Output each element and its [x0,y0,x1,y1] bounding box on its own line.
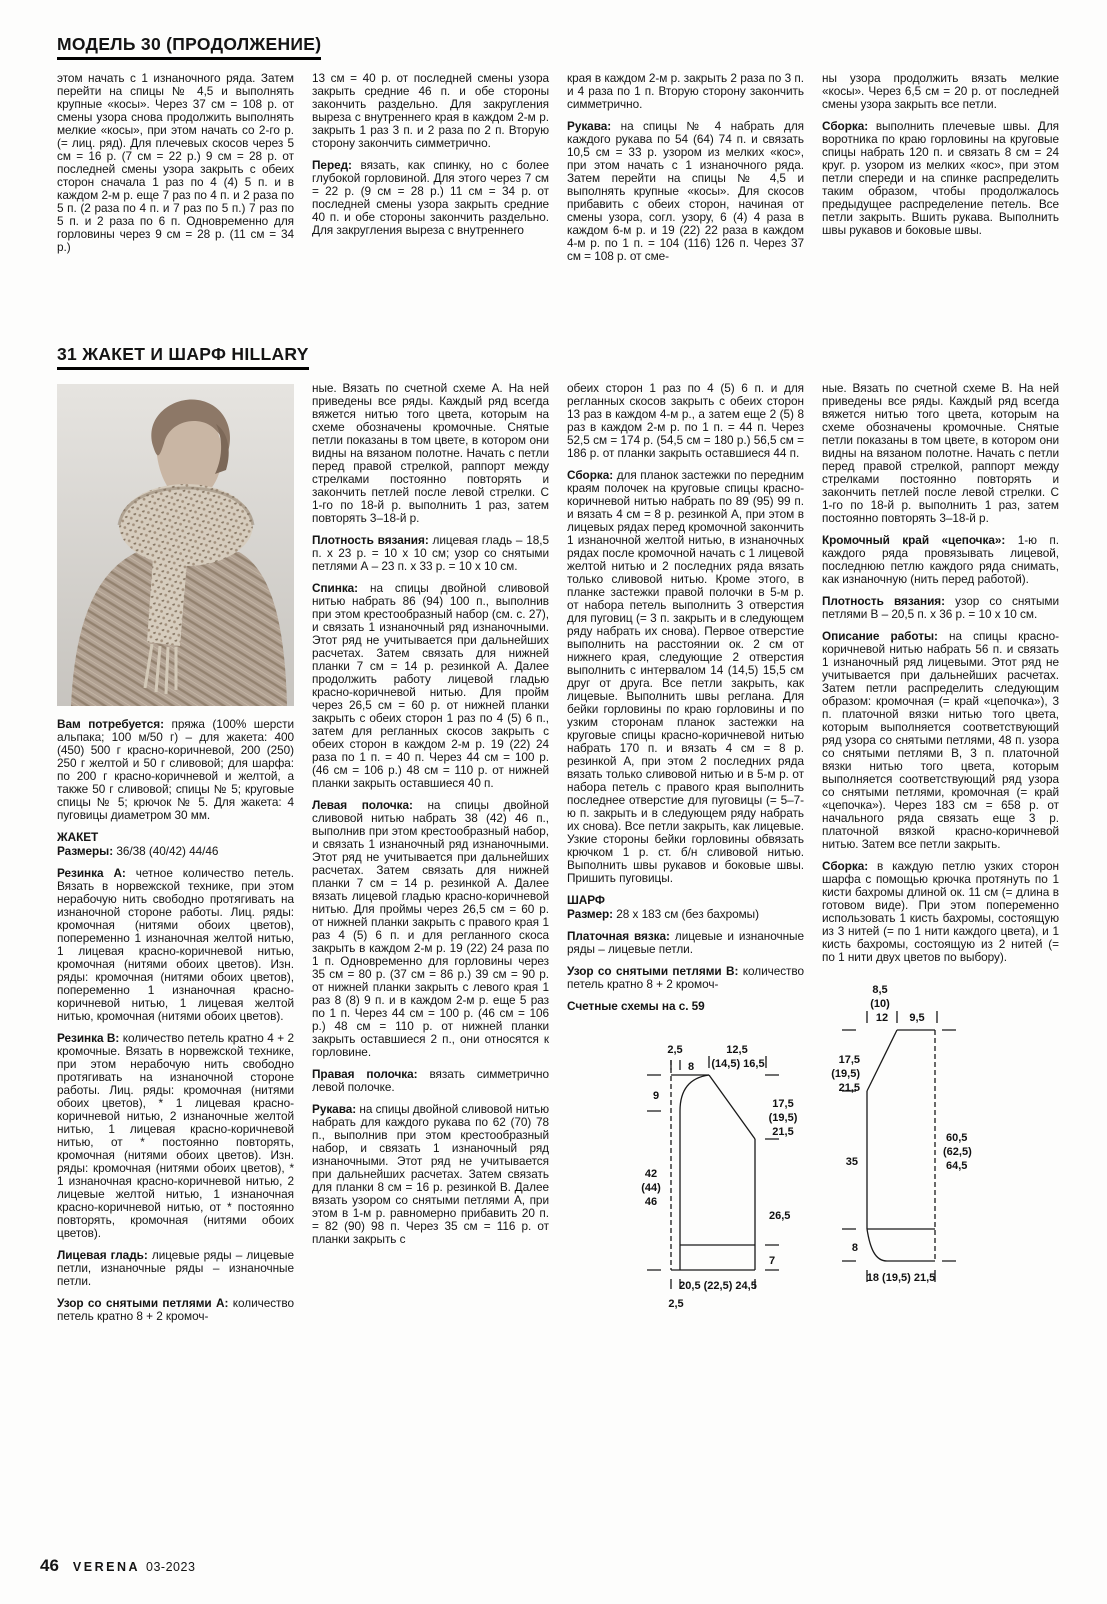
paragraph [312,382,549,525]
paragraph-lead: ЖАКЕТ [57,830,99,844]
paragraph [312,159,549,237]
paragraph [312,1068,549,1094]
measure-label: 9,5 [909,1012,925,1024]
paragraph-text: лицевая гладь – 18,5 п. х 23 р. = 10 х 10 см; узор со снятыми петлями А – 23 п. х 33 р. = 10 х 10 см. [312,533,549,573]
model31-col3 [567,382,804,1337]
paragraph-text: количество петель кратно 8 + 2 кромоч- [567,964,805,991]
paragraph-text: 28 х 183 см (без бахромы) [613,907,759,921]
model30-col1 [57,72,294,263]
measure-label: 18 (19,5) 21,5 [866,1272,936,1284]
model31-columns [57,381,1060,1337]
model30-col4 [822,72,1059,246]
paragraph [822,860,1059,964]
paragraph-lead: Рукава: [312,1102,357,1116]
measure-label: 12 [875,1012,889,1024]
paragraph-text: 36/38 (40/42) 44/46 [113,844,219,858]
measure-label: 60,5 [946,1132,968,1144]
measure-label: 8 [851,1242,858,1254]
paragraph-lead: ШАРФ [567,893,605,907]
paragraph [567,965,804,991]
measure-label: (10) [870,998,890,1010]
model30-col3 [567,72,804,272]
measure-label: 46 [644,1196,658,1208]
paragraph-lead: Узор со снятыми петлями А: [57,1296,229,1310]
paragraph-lead: Платочная вязка: [567,929,670,943]
paragraph-text: выполнить плечевые швы. Для воротника по краю горловины на круговые спицы набрать 120 п. и связать 8 см = 24 круг. р. узором из мелких «кос», при этом петли спереди и на спинке распределить таким образом, чтобы продолжалось предыдущее распределение петель. Все петли закрыть. Вшить рукава. Выполнить швы рукавов и боковые швы. [822,119,1059,237]
measure-label: (19,5) [831,1068,860,1080]
paragraph-text: количество петель кратно 8 + 2 кромоч- [57,1296,295,1323]
measure-label: (62,5) [943,1146,972,1158]
measure-label: 12,5 [726,1044,748,1056]
magazine-issue: 03-2023 [146,1560,196,1574]
paragraph-text: края в каждом 2-м р. закрыть 2 раза по 3 п. и 4 раза по 1 п. Вторую сторону закончить симметрично. [567,71,804,111]
paragraph [822,534,1059,586]
paragraph [57,1297,294,1323]
model31-col4 [822,382,1059,1318]
measure-label: 2,5 [667,1044,683,1056]
paragraph-text: лицевые ряды – лицевые петли, изнаночные ряды – изнаночные петли. [57,1248,294,1288]
model30-columns [57,72,1057,338]
paragraph [567,930,804,956]
paragraph-text: для планок застежки по передним краям полочек на круговые спицы красно-коричневой нитью набрать по 89 (95) 99 п. и вязать 4 см = 8 р. резинкой А, при этом в лицевых рядах перед кромочной закончить 1 изнаночной желтой нитью, в изнаночных рядах после кромочной начать с 1 лицевой желтой нитью и 2 последних ряда вязать только сливовой нитью. Кроме этого, в планке застежки правой полочки в 5-м р. от набора петель выполнить 3 отверстия для пуговиц (= 3 п. закрыть и в следующем ряду набрать их снова). Первое отверстие выполнить на расстоянии ок. 2 см от нижнего края, следующие 2 отверстия выполнить с интервалом 14 (14,5) 15,5 см друг от друга. Все петли закрыть, как лицевые. Выполнить швы реглана. Для бейки горловины по краю горловины и по узким сторонам планок застежки на круговые спицы красно-коричневой нитью набрать 170 п. и вязать 4 см = 8 р. резинкой А, при этом 2 последних ряда вязать только сливовой нитью и в 5-м р. от набора петель с правого края выполнить последнее отверстие для пуговицы (= 5–7-ю п. закрыть и в следующем ряду набрать их снова). Все петли закрыть, как лицевые. Узкие стороны бейки горловины обвязать крючком 1 р. ст. б/н сливовой нитью. Выполнить швы рукавов и боковые швы. Пришить пуговицы. [567,468,804,885]
paragraph [822,382,1059,525]
paragraph [57,867,294,1023]
subsection-heading [57,831,294,844]
model31-col1 [57,382,294,1332]
paragraph-text: обеих сторон 1 раз по 4 (5) 6 п. и для регланных скосов закрыть с обеих сторон 13 раз в каждом 4-м р., а затем еще 2 (5) 8 раз в каждом 2-м р. по 1 п. = 44 п. Через 52,5 см = 174 р. (54,5 см = 180 р.) 56,5 см = 186 р. от планки закрыть оставшиеся 44 п. [567,381,804,460]
paragraph [57,1032,294,1240]
paragraph [822,120,1059,237]
paragraph-text: на спицы двойной сливовой нитью набрать 38 (42) 46 п., выполнив при этом крестообразный набор, и связать 1 изнаночный ряд изнаночными. Этот ряд не учитывается при дальнейших расчетах. Затем связать для нижней планки 7 см = 14 р. резинкой А. Далее вязать лицевой гладью красно-коричневой нитью. Для проймы через 26,5 см = 60 р. от нижней планки закрыть с правого края 1 раз 4 (5) 6 п. и для регланного скоса закрыть в каждом 2-м р. 19 (22) 24 раза по 1 п. Одновременно для горловины через 35 см = 80 р. (37 см = 86 р.) 39 см = 90 р. от нижней планки закрыть с левого края 1 раз 8 (8) 9 п. и в каждом 2-м р. еще 5 раз по 1 п. Через 44 см = 100 р. (46 см = 106 р.) 48 см = 110 р. от нижней планки закрыть оставшиеся 2 п., они относятся к горловине. [312,798,549,1059]
paragraph-lead: Лицевая гладь: [57,1248,148,1262]
paragraph-text: узор со снятыми петлями В – 20,5 п. х 36 р. = 10 х 10 см. [822,594,1059,621]
paragraph-text: 1-ю п. каждого ряда провязывать лицевой, последнюю петлю каждого ряда снимать, как изнаночную (нить перед работой). [822,533,1059,586]
paragraph [312,534,549,573]
paragraph-lead: Кромочный край «цепочка»: [822,533,1006,547]
paragraph [312,1103,549,1246]
measure-label: 21,5 [772,1126,794,1138]
paragraph-lead: Перед: [312,158,352,172]
paragraph [57,845,294,858]
measure-label: (44) [641,1182,661,1194]
paragraph-lead: Вам потребуется: [57,717,164,731]
measure-label: 2,5 [668,1298,684,1310]
paragraph-text: на спицы двойной сливовой нитью набрать 86 (94) 100 п., выполнив при этом крестообразный набор (см. с. 27), и связать 1 изнаночный ряд изнаночными. Этот ряд не учитывается при дальнейших расчетах. Затем связать для нижней планки 7 см = 14 р. резинкой А. Далее продолжить работу лицевой гладью красно-коричневой нитью. Для пройм через 26,5 см = 60 р. от нижней планки закрыть с обеих сторон 1 раз по 4 (5) 6 п., затем для регланных скосов закрыть с обеих сторон в каждом 2-м р. 19 (22) 24 раза по 1 п. = 40 п. Через 44 см = 100 р. (46 см = 106 р.) 48 см = 110 р. от нижней планки закрыть оставшиеся 40 п. [312,581,549,790]
measure-label: 26,5 [769,1210,791,1222]
subsection-heading [567,894,804,907]
paragraph-lead: Плотность вязания: [312,533,429,547]
measure-label: 20,5 (22,5) 24,5 [679,1280,757,1292]
paragraph-text: ны узора продолжить вязать мелкие «косы». Через 6,5 см = 20 р. от последней смены узора закрыть все петли. [822,71,1059,111]
schematics-note [567,1000,804,1013]
section-model31 [57,344,1060,1337]
paragraph-text: четное количество петель. Вязать в норвежской технике, при этом нерабочую нить свободно протягивать на изнаночной стороне работы. Лиц. ряды: кромочная (нитями обоих цветов), попеременно 1 изнаночная желтой нитью, 1 лицевая красно-коричневой нитью, кромочная (нитями обоих цветов). Изн. ряды: кромочная (нитями обоих цветов), попеременно 1 изнаночная красно-коричневой нитью, 1 лицевая желтой нитью, кромочная (нитями обоих цветов). [57,866,294,1023]
paragraph-lead: Описание работы: [822,629,938,643]
cuff-curve [867,1229,887,1261]
paragraph-text: на спицы № 4 набрать для каждого рукава по 54 (64) 74 п. и связать 10,5 см = 33 р. узором из мелких «кос», при этом начать с 1 изнаночного ряда. Затем перейти на спицы № 4,5 и выполнять крупные «косы». Для скосов прибавить с обеих сторон, начиная от смены узора, согл. узору, 6 (4) 4 раза в каждом 6-м р. и 19 (22) 22 раза в каждом 4-м р. по 1 п. = 104 (116) 126 п. Через 37 см = 108 р. от сме- [567,119,804,263]
paragraph [567,469,804,885]
paragraph [567,120,804,263]
magazine-name: VERENA [72,1560,141,1574]
paragraph [567,908,804,921]
top-small-ticks [671,1060,680,1070]
paragraph-text: этом начать с 1 изнаночного ряда. Затем перейти на спицы № 4,5 и выполнять крупные «косы». Через 37 см = 108 р. от смены узора снова продолжить выполнять мелкие «косы», при этом начать со 2-го р. (= лиц. ряд). Для плечевых скосов через 5 см = 16 р. (7 см = 22 р.) 9 см = 28 р. от последней смены узора закрыть с обеих сторон сначала 1 раз по 4 (4) 5 п. и в каждом 2-м р. еще 7 раз по 4 п. и 2 раза по 5 п. (2 раза по 4 п. и 7 раз по 5 п.) 7 раз по 5 п. и 2 раза по 6 п. Одновременно для горловины через 9 см = 28 р. (11 см = 34 р.) [57,71,294,254]
paragraph-lead: Счетные схемы на с. 59 [567,999,705,1013]
measure-label: 17,5 [838,1054,860,1066]
paragraph-lead: Размеры: [57,844,114,858]
paragraph-text: лицевые и изнаночные ряды – лицевые петли. [567,929,804,956]
model30-col2 [312,72,549,246]
measure-label: 8,5 [872,984,888,996]
measure-label: 9 [652,1090,660,1102]
paragraph [822,72,1059,111]
measure-label: 64,5 [946,1160,968,1172]
model31-col2 [312,382,549,1255]
paragraph-lead: Сборка: [822,119,869,133]
paragraph-text: на спицы двойной сливовой нитью набрать для каждого рукава по 62 (70) 78 п., выполнив при этом крестообразный набор, и связать 1 изнаночный ряд изнаночными. Этот ряд не учитывается при дальнейших расчетах. Затем связать для планки 8 см = 16 р. резинкой В. Далее вязать узором со снятыми петлями А, при этом в 1-м р. равномерно прибавить 20 п. = 82 (90) 98 п. Через 35 см = 116 р. от планки закрыть с [312,1102,549,1246]
model-photo-illustration [57,384,294,706]
scarf-shape [119,484,253,566]
raglan-line [709,1075,755,1139]
paragraph-lead: Рукава: [567,119,612,133]
paragraph-lead: Размер: [567,907,614,921]
paragraph [567,72,804,111]
model30-title: МОДЕЛЬ 30 (ПРОДОЛЖЕНИЕ) [57,34,321,60]
raglan-line [867,1030,897,1091]
paragraph-lead: Сборка: [567,468,614,482]
paragraph [567,382,804,460]
paragraph-lead: Правая полочка: [312,1067,418,1081]
page-number: 46 [40,1556,59,1575]
measure-label: 42 [644,1168,658,1180]
paragraph [57,718,294,822]
paragraph-text: в каждую петлю узких сторон шарфа с помощью крючка протянуть по 1 кисти бахромы длиной ок. 11 см (= длина в готовом виде). При этом попеременно использовать 1 кисть бахромы, состоящую из 3 нитей (= по 1 нити каждого цвета), и 1 кисть бахромы, состоящую из 2 нитей (= по 1 нити двух цветов по выбору). [822,859,1059,964]
page-footer [40,1556,195,1576]
model31-title: 31 ЖАКЕТ И ШАРФ HILLARY [57,344,309,370]
paragraph-text: 13 см = 40 р. от последней смены узора закрыть средние 46 п. и обе стороны закончить раздельно. Для закругления выреза с внутреннего края в каждом 2-м р. закрыть 1 раз 3 п. и 2 раза по 2 п. Вторую сторону закончить симметрично. [312,71,549,150]
paragraph [312,799,549,1059]
schematic-sleeve [830,973,1030,1318]
paragraph-lead: Плотность вязания: [822,594,945,608]
measure-label: 21,5 [838,1082,860,1094]
paragraph-text: количество петель кратно 4 + 2 кромочные. Вязать в норвежской технике, при этом нерабочую нить свободно протягивать на изнаночной стороне работы. Лиц. ряды: кромочная (нитями обоих цветов), * 1 лицевая красно-коричневой нитью, 2 изнаночные желтой нитью, 1 лицевая красно-коричневой нитью, от * постоянно повторять, кромочная (нитями обоих цветов). Изн. ряды: кромочная (нитями обоих цветов), * 1 изнаночная красно-коричневой нитью, 2 лицевые желтой нитью, 1 изнаночная красно-коричневой нитью, от * постоянно повторять, кромочная (нитями обоих цветов). [57,1031,294,1240]
measure-label: 7 [769,1255,776,1267]
model-photo [57,384,294,706]
paragraph-lead: Узор со снятыми петлями В: [567,964,739,978]
paragraph [57,72,294,254]
paragraph-lead: Левая полочка: [312,798,413,812]
paragraph [312,582,549,790]
paragraph-text: на спицы красно-коричневой нитью набрать 56 п. и связать 1 изнаночный ряд лицевыми. Этот ряд не учитывается при дальнейших расчетах. Затем петли распределить следующим образом: кромочная (= край «цепочка»), 3 п. платочной вязки нитью того цвета, которым выполняется соответствующий ряд узора со снятыми петлями, 48 п. узора со снятыми петлями В, 3 п. платочной вязки нитью того цвета, которым выполняется соответствующий ряд узора со снятыми петлями, кромочная (= край «цепочка»). Через 183 см = 658 р. от начального ряда связать еще 3 р. платочной вязкой красно-коричневой нитью. Затем все петли закрыть. [822,629,1060,851]
neck-curve [680,1075,709,1111]
schematic-jacket-front [633,1027,833,1337]
paragraph [57,1249,294,1288]
measure-label: (19,5) [768,1112,798,1124]
measure-label: 17,5 [772,1098,794,1110]
paragraph [822,595,1059,621]
paragraph-text: ные. Вязать по счетной схеме В. На ней приведены все ряды. Каждый ряд всегда вяжется нитью того цвета, которым на схеме обозначены кромочные. Снятые петли показаны в том цвете, в котором они видны на вязаном полотне. Начать с петли перед правой стрелкой, раппорт между стрелками постоянно повторять и закончить петлей после левой стрелки. С 1-го по 18-й р. выполнить 1 раз, затем постоянно повторять 3–18-й р. [822,381,1059,525]
paragraph-lead: Резинка А: [57,866,126,880]
measure-label: 35 [845,1156,858,1168]
scarf-tail-shape [147,558,187,646]
paragraph [822,630,1059,851]
paragraph-text: пряжа (100% шерсти альпака; 100 м/50 г) – для жакета: 400 (450) 500 г красно-коричневой, 200 (250) 250 г желтой и 50 г сливовой; для шарфа: по 200 г красно-коричневой и желтой, а также 50 г сливовой; спицы № 5; круговые спицы № 5; крючок № 5. Для жакета: 4 пуговицы диаметром 30 мм. [57,717,294,822]
paragraph-lead: Сборка: [822,859,869,873]
paragraph-text: ные. Вязать по счетной схеме А. На ней приведены все ряды. Каждый ряд всегда вяжется нитью того цвета, которым на схеме обозначены кромочные. Снятые петли показаны в том цвете, в котором они видны на вязаном полотне. Начать с петли перед правой стрелкой, раппорт между стрелками постоянно повторять и закончить петлей после левой стрелки. С 1-го по 18-й р. выполнить 1 раз, затем повторять 3–18-й р. [312,381,549,525]
measure-label: 8 [687,1061,695,1073]
paragraph [312,72,549,150]
section-model30 [57,34,1057,338]
paragraph-text: вязать симметрично левой полочке. [312,1067,549,1094]
paragraph-text: вязать, как спинку, но с более глубокой горловиной. Для этого через 7 см = 22 р. (9 см = 28 р.) 11 см = 34 р. от последней смены узора закрыть средние 40 п. и обе стороны закончить раздельно. Для закругления выреза с внутреннего [312,158,549,237]
paragraph-lead: Резинка В: [57,1031,120,1045]
paragraph-lead: Спинка: [312,581,359,595]
measure-label: (14,5) 16,5 [711,1058,765,1070]
